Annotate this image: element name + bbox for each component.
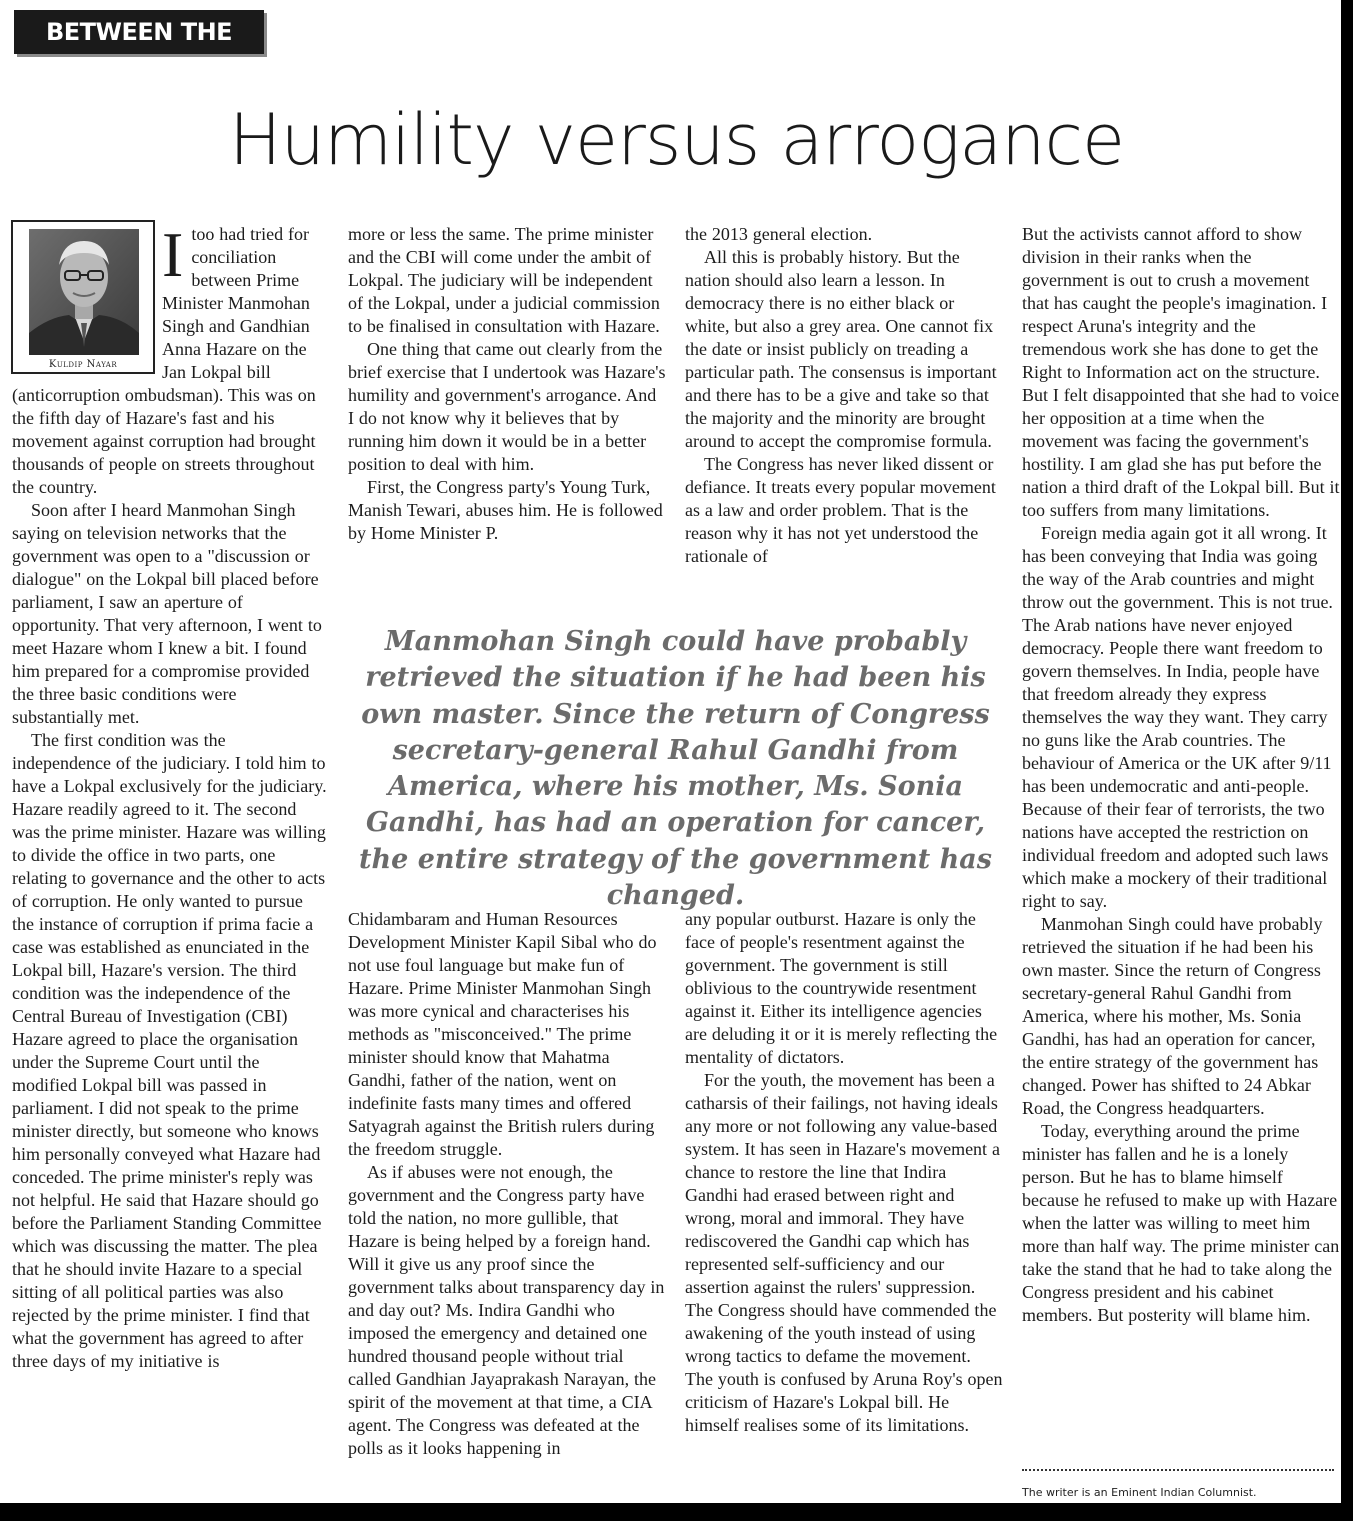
paragraph: For the youth, the movement has been a catharsis of their failings, not having ideals any more or not following any value-based system. It has seen in Hazare's movement a chance to restore the line that Indira Gandhi had erased between right and wrong, moral and immoral. They have rediscovered the Gandhi cap which has represented self-sufficiency and our assertion against the rulers' suppression. The Congress should have commended the awakening of the youth instead of using wrong tactics to defame the movement. The youth is confused by Aruna Roy's open criticism of Hazare's Lokpal bill. He himself realises some of its limitations. xyxy=(685,1070,1003,1435)
section-tag: BETWEEN THE LINES xyxy=(14,10,264,54)
drop-cap: I xyxy=(162,223,184,290)
column-3-bottom xyxy=(685,908,1003,1501)
paragraph: Chidambaram and Human Resources Development Minister Kapil Sibal who do not use foul language but make fun of Hazare. Prime Minister Manmohan Singh was more cynical and characterises his methods as "misconceived." The prime minister should know that Mahatma Gandhi, father of the nation, went on indefinite fasts many times and offered Satyagrah against the British rulers during the freedom struggle. xyxy=(348,909,657,1159)
paragraph: All this is probably history. But the nation should also learn a lesson. In democracy there is no either black or white, but also a grey area. One cannot fix the date or insist publicly on treading a particular path. The consensus is important and there has to be a give and take so that the majority and the minority are brought around to accept the compromise formula. xyxy=(685,247,997,451)
pull-quote: Manmohan Singh could have probably retrieved the situation if he had been his own master. Since the return of Congress secretary-general Rahul Gandhi from America, where his mother, Ms. Sonia Gandhi, has had an operation for cancer, the entire strategy of the government has changed. xyxy=(359,626,992,912)
paragraph: As if abuses were not enough, the government and the Congress party have told the nation, no more gullible, that Hazare is being helped by a foreign hand. Will it give us any proof since the government talks about transparency day in and day out? Ms. Indira Gandhi who imposed the emergency and detained one hundred thousand people without trial called Gandhian Jayaprakash Narayan, the spirit of the movement at that time, a CIA agent. The Congress was defeated at the polls as it looks happening in xyxy=(348,1162,665,1458)
author-byline: Kuldip Nayar xyxy=(48,359,118,370)
page-edge-right xyxy=(1341,0,1353,1521)
paragraph: the 2013 general election. xyxy=(685,224,873,244)
paragraph: more or less the same. The prime minister and the CBI will come under the ambit of Lokpal. The judiciary will be independent of the Lokpal, under a judicial commission to be finalised in consultation with Hazare. xyxy=(348,224,660,336)
paragraph-text: too had tried for conciliation between Prime Minister Manmohan Singh and Gandhian Anna Hazare on the Jan Lokpal bill (anticorruption ombudsman). This was on the fifth day of Hazare's fast and his movement against corruption had brought thousands of people on streets throughout the country. xyxy=(12,224,316,497)
paragraph: The first condition was the independence of the judiciary. I told him to have a Lokpal exclusively for the judiciary. Hazare readily agreed to it. The second was the prime minister. Hazare was willing to divide the office in two parts, one relating to governance and the other to acts of corruption. He only wanted to pursue the instance of corruption if prima facie a case was established as enunciated in the Lokpal bill, Hazare's version. The third condition was the independence of the Central Bureau of Investigation (CBI) Hazare agreed to place the organisation under the Supreme Court until the modified Lokpal bill was passed in parliament. I did not speak to the prime minister directly, but someone who knows him personally conveyed what Hazare had conceded. The prime minister's reply was not helpful. He said that Hazare should go before the Parliament Standing Committee which was discussing the matter. The plea that he should invite Hazare to a special sitting of all political parties was also rejected by the prime minister. I find that what the government has agreed to after three days of my initiative is xyxy=(12,730,327,1371)
column-4 xyxy=(1022,223,1340,1463)
column-1 xyxy=(12,223,328,1501)
author-footnote: The writer is an Eminent Indian Columnist. xyxy=(1022,1486,1257,1499)
paragraph: Today, everything around the prime minister has fallen and he is a lonely person. But he has to blame himself because he refused to make up with Hazare when the latter was willing to meet him more than half way. The prime minister can take the stand that he had to take along the Congress president and his cabinet members. But posterity will blame him. xyxy=(1022,1121,1340,1325)
column-2-top xyxy=(348,223,666,591)
paragraph: But the activists cannot afford to show division in their ranks when the government is out to crush a movement that has caught the people's imagination. I respect Aruna's integrity and the tremendous work she has done to get the Right to Information act on the structure. But I felt disappointed that she had to voice her opposition at a time when the movement was facing the government's hostility. I am glad she has put before the nation a third draft of the Lokpal bill. But it too suffers from many limitations. xyxy=(1022,224,1340,520)
photo-wrap-space xyxy=(12,223,162,383)
paragraph: Foreign media again got it all wrong. It has been conveying that India was going the way of the Arab countries and might throw out the government. This is not true. The Arab nations have never enjoyed democracy. People there want freedom to govern themselves. In India, people have that freedom already they express themselves the way they want. They carry no guns like the Arab countries. The behaviour of America or the UK after 9/11 has been undemocratic and anti-people. Because of their fear of terrorists, the two nations have accepted the restriction on individual freedom and adopted such laws which make a mockery of their traditional right to say. xyxy=(1022,523,1333,911)
column-2-bottom xyxy=(348,908,666,1501)
column-3-top xyxy=(685,223,1003,591)
footer-divider xyxy=(1022,1469,1334,1471)
article-headline: Humility versus arrogance xyxy=(228,99,1125,181)
paragraph: The Congress has never liked dissent or defiance. It treats every popular movement as a law and order problem. That is the reason why it has not yet understood the rationale of xyxy=(685,454,996,566)
paragraph: any popular outburst. Hazare is only the face of people's resentment against the government. The government is still oblivious to the countrywide resentment against it. Either its intelligence agencies are deluding it or it is merely reflecting the mentality of dictators. xyxy=(685,909,998,1067)
paragraph: Soon after I heard Manmohan Singh saying on television networks that the government was open to a "discussion or dialogue" on the Lokpal bill placed before parliament, I saw an aperture of opportunity. That very afternoon, I went to meet Hazare whom I knew a bit. I found him prepared for a compromise provided the three basic conditions were substantially met. xyxy=(12,500,322,727)
paragraph: Manmohan Singh could have probably retrieved the situation if he had been his own master. Since the return of Congress secretary-general Rahul Gandhi from America, where his mother, Ms. Sonia Gandhi, has had an operation for cancer, the entire strategy of the government has changed. Power has shifted to 24 Abkar Road, the Congress headquarters. xyxy=(1022,914,1323,1118)
page-edge-bottom xyxy=(0,1503,1353,1521)
paragraph: First, the Congress party's Young Turk, Manish Tewari, abuses him. He is followed by Home Minister P. xyxy=(348,477,663,543)
paragraph: One thing that came out clearly from the brief exercise that I undertook was Hazare's humility and government's arrogance. And I do not know why it believes that by running him down it would be in a better position to deal with him. xyxy=(348,339,666,474)
